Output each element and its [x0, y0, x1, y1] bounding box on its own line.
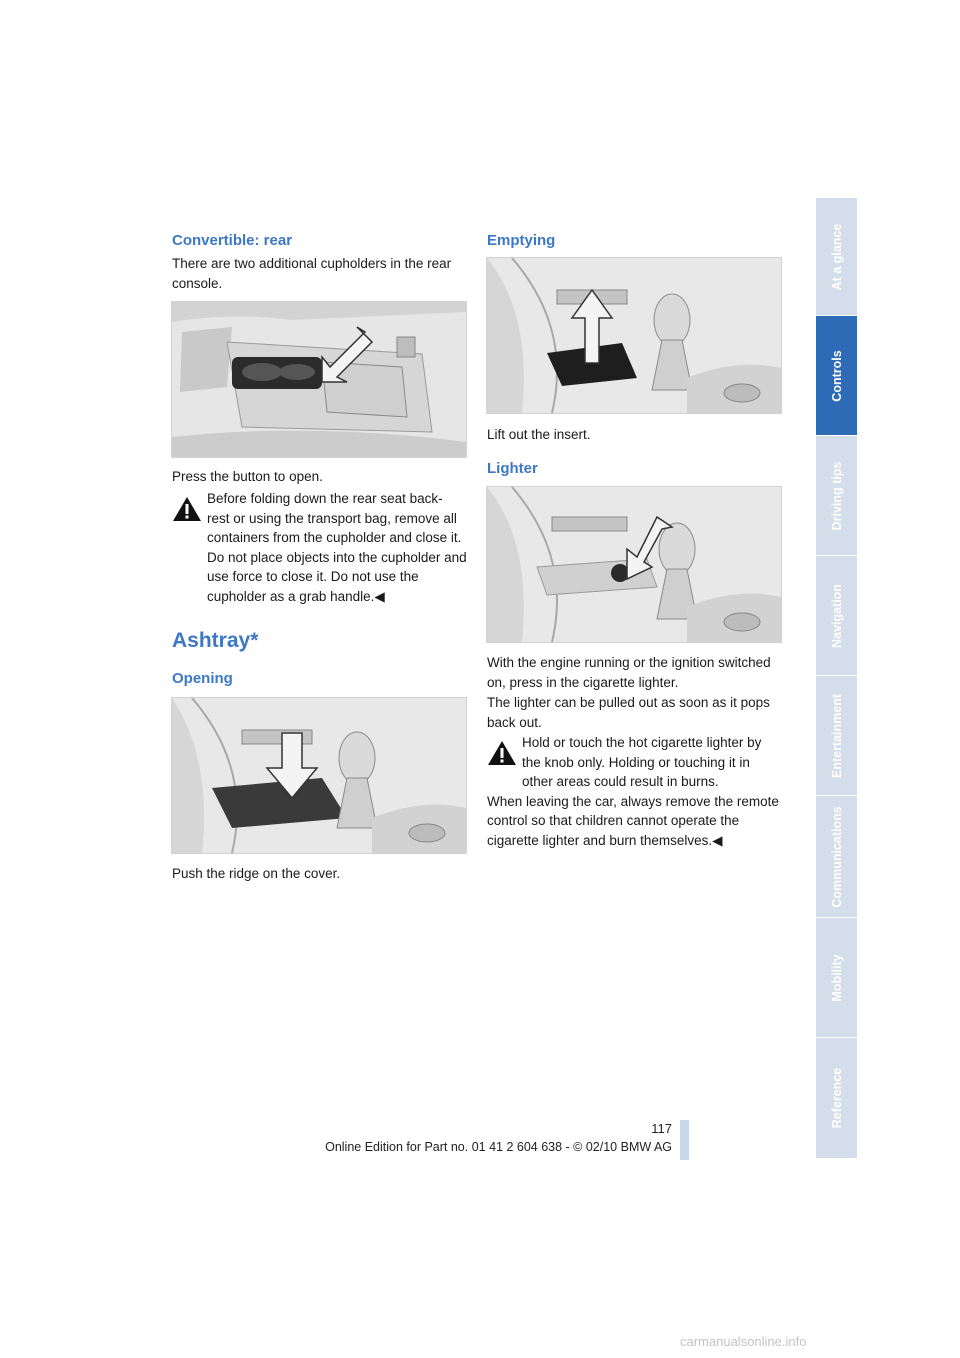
lighter-figure: [486, 486, 782, 643]
tab-label: Navigation: [829, 583, 844, 648]
opening-heading: Opening: [172, 670, 233, 687]
opening-caption: Push the ridge on the cover.: [172, 866, 341, 881]
page-number: 117: [651, 1121, 672, 1136]
tab-driving-tips[interactable]: [816, 436, 857, 556]
lighter-warning-first-line: Hold or touch the hot cigarette lighter by: [522, 735, 762, 750]
tab-label: Mobility: [829, 953, 844, 1002]
convertible-caption: Press the button to open.: [172, 469, 323, 484]
emptying-heading: Emptying: [487, 232, 556, 249]
cupholder-warning: [172, 489, 467, 606]
lighter-text-1: With the engine running or the ignition switched on, press in the cigarette lighter.: [487, 655, 771, 690]
ashtray-heading: Ashtray*: [172, 629, 259, 652]
tab-label: Communications: [829, 805, 844, 908]
ashtray-emptying-figure: [486, 257, 782, 414]
tab-label: Entertainment: [829, 693, 844, 778]
lighter-warning-more: When leaving the car, always remove the remote control so that children cannot operate the cigarette lighter and burn themselves.◀: [487, 793, 779, 848]
tab-label: At a glance: [829, 223, 844, 290]
lighter-warning-body: the knob only. Holding or touching it in other areas could result in burns.: [522, 754, 750, 789]
tab-controls[interactable]: [816, 316, 857, 436]
ashtray-opening-figure: [171, 697, 467, 854]
lighter-text-2: The lighter can be pulled out as soon as it pops back out.: [487, 695, 770, 730]
emptying-caption: Lift out the insert.: [487, 427, 591, 442]
cupholder-warning-first-line: Before folding down the rear seat back-: [207, 491, 443, 506]
tab-label: Controls: [829, 349, 844, 402]
tab-mobility[interactable]: [816, 918, 857, 1038]
tab-entertainment[interactable]: [816, 676, 857, 796]
lighter-warning: [487, 733, 782, 850]
lighter-heading: Lighter: [487, 460, 538, 477]
tab-label: Driving tips: [829, 461, 844, 530]
footer-edition: Online Edition for Part no. 01 41 2 604 638 - © 02/10 BMW AG: [325, 1140, 672, 1154]
convertible-rear-heading: Convertible: rear: [172, 232, 293, 249]
footer-bar: [680, 1120, 689, 1160]
watermark: carmanualsonline.info: [680, 1334, 807, 1349]
tab-at-a-glance[interactable]: [816, 198, 857, 316]
cupholder-figure: [171, 301, 467, 458]
tab-communications[interactable]: [816, 796, 857, 918]
convertible-rear-text: There are two additional cupholders in the rear console.: [172, 256, 452, 291]
tab-label: Reference: [829, 1067, 844, 1129]
tab-reference[interactable]: [816, 1038, 857, 1159]
cupholder-warning-body: rest or using the transport bag, remove all containers from the cupholder and close it. Do not place objects into the cupholder and use force to close it. Do not use the cupholder as a grab handle.◀: [207, 510, 467, 604]
tab-navigation[interactable]: [816, 556, 857, 676]
